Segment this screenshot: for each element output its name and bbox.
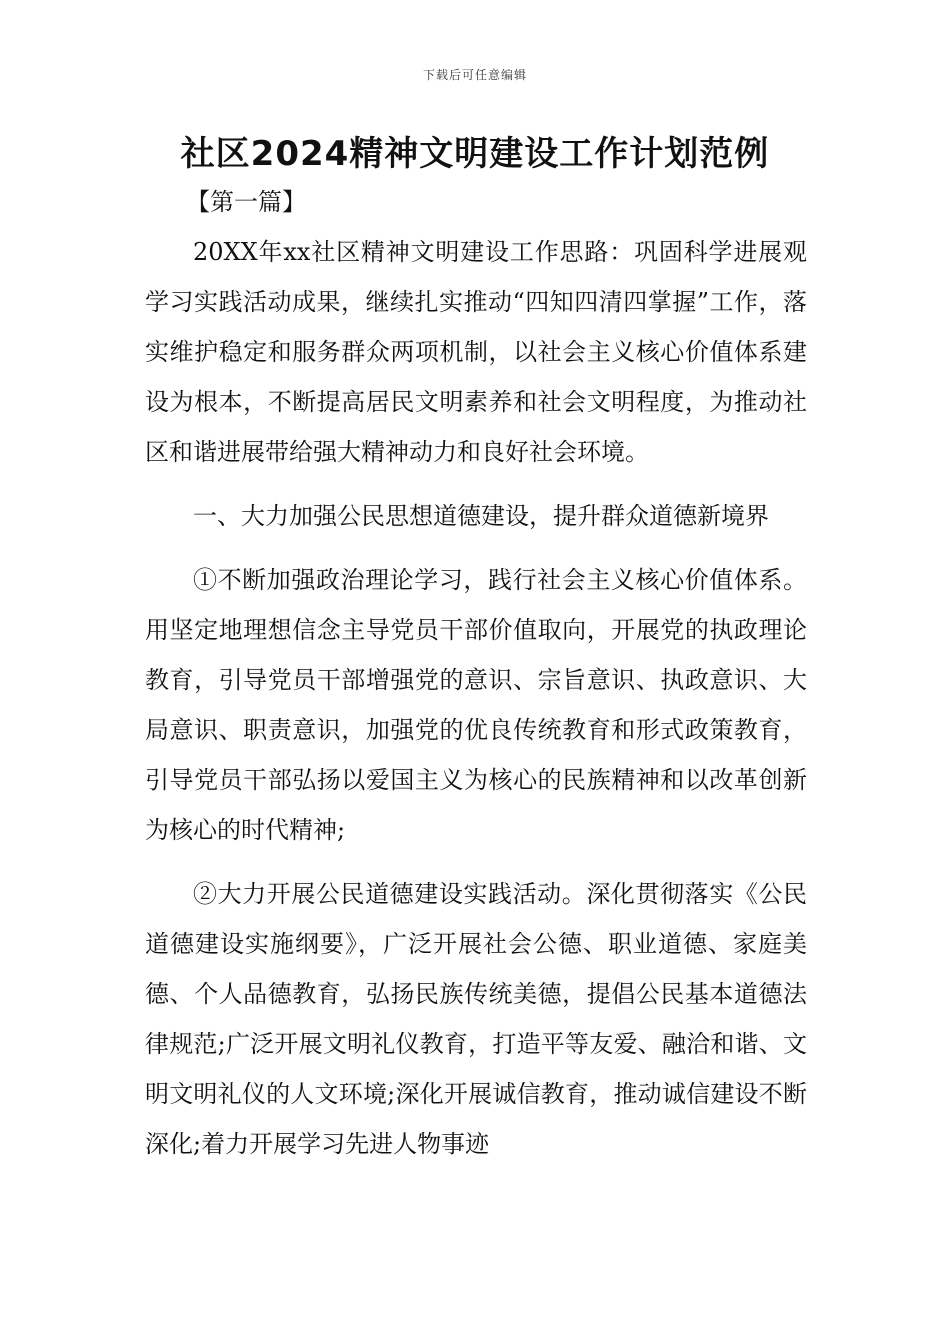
header-note: 下载后可任意编辑 [422, 68, 527, 82]
document-title: 社区2024精神文明建设工作计划范例 [180, 134, 770, 174]
paragraph-item-1: ①不断加强政治理论学习，践行社会主义核心价值体系。用坚定地理想信念主导党员干部价值取向，开展党的执政理论教育，引导党员干部增强党的意识、宗旨意识、执政意识、大局意识、职责意识，加强党的优良传统教育和形式政策教育，引导党员干部弘扬以爱国主义为核心的民族精神和以改革创新为核心的时代精神; [145, 566, 807, 844]
paragraph-intro: 20XX年xx社区精神文明建设工作思路：巩固科学进展观学习实践活动成果，继续扎实推动“四知四清四掌握”工作，落实维护稳定和服务群众两项机制，以社会主义核心价值体系建设为根本，不断提高居民文明素养和社会文明程度，为推动社区和谐进展带给强大精神动力和良好社会环境。 [145, 238, 807, 466]
paragraph-item-2: ②大力开展公民道德建设实践活动。深化贯彻落实《公民道德建设实施纲要》，广泛开展社会公德、职业道德、家庭美德、个人品德教育，弘扬民族传统美德，提倡公民基本道德法律规范;广泛开展文明礼仪教育，打造平等友爱、融洽和谐、文明文明礼仪的人文环境;深化开展诚信教育，推动诚信建设不断深化;着力开展学习先进人物事迹 [145, 880, 807, 1158]
document-body [145, 227, 807, 1183]
paragraph-heading-1: 一、大力加强公民思想道德建设，提升群众道德新境界 [193, 502, 769, 530]
section-label: 【第一篇】 [186, 188, 306, 216]
